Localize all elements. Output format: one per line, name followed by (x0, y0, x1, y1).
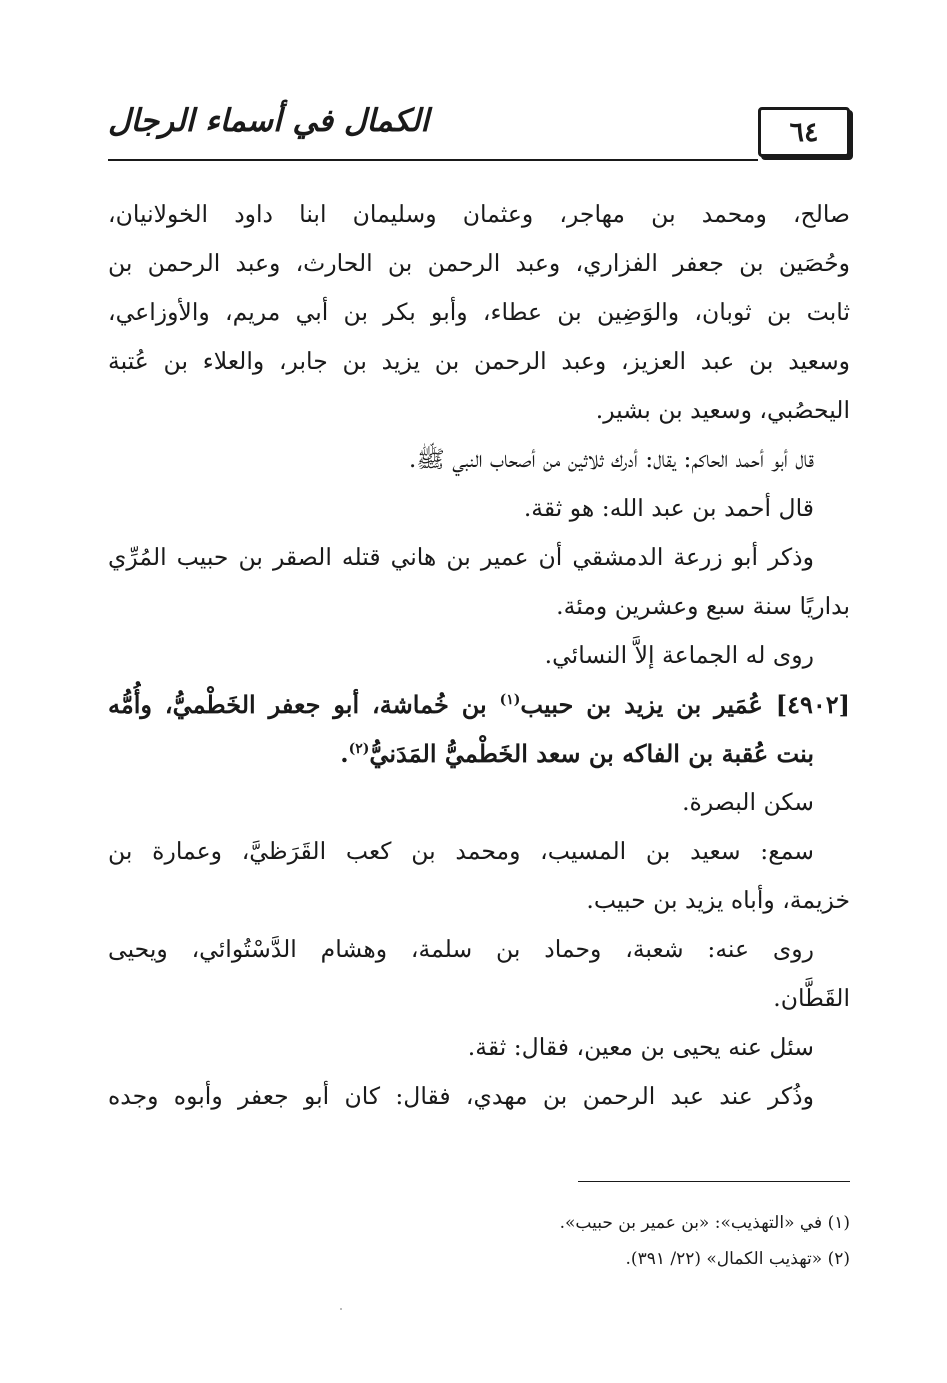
text-line: ثابت بن ثوبان، والوَضِين بن عطاء، وأبو بكر بن أبي مريم، والأوزاعي، (108, 298, 850, 326)
scan-speck (340, 1308, 342, 1310)
text-line: وسعيد بن عبد العزيز، وعبد الرحمن بن يزيد بن جابر، والعلاء بن عُتبة (108, 347, 850, 375)
text-line: اليحصُبي، وسعيد بن بشير. (595, 396, 850, 424)
footnote: (١) في «التهذيب»: «بن عمير بن حبيب». (559, 1213, 850, 1233)
entry-heading-text: بنت عُقبة بن الفاكه بن سعد الخَطْميُّ المَدَنيُّ (369, 739, 814, 768)
header-divider (108, 159, 758, 161)
footnote-ref: (٢) (348, 741, 370, 757)
text-line: خزيمة، وأباه يزيد بن حبيب. (586, 886, 850, 914)
text-line: وذُكر عند عبد الرحمن بن مهدي، فقال: كان أبو جعفر وأبوه وجده (108, 1082, 814, 1110)
text-line: روى عنه: شعبة، وحماد بن سلمة، وهشام الدَّسْتُوائي، ويحيى (108, 935, 814, 963)
text-line: وذكر أبو زرعة الدمشقي أن عمير بن هاني قتله الصقر بن حبيب المُرِّي (108, 543, 814, 571)
page-number: ٦٤ (758, 107, 850, 157)
footnotes (250, 1205, 850, 1277)
text-line: صالح، ومحمد بن مهاجر، وعثمان وسليمان ابنا داود الخولانيان، (108, 200, 850, 228)
entry-heading-text: . (340, 739, 349, 768)
text-line: القَطَّان. (773, 984, 850, 1012)
entry-heading-text: بن خُماشة، أبو جعفر الخَطْميُّ، وأُمُّه (108, 690, 500, 719)
text-line: قال أحمد بن عبد الله: هو ثقة. (523, 494, 814, 522)
text-line: سئل عنه يحيى بن معين، فقال: ثقة. (467, 1033, 814, 1061)
text-line: روى له الجماعة إلاَّ النسائي. (544, 641, 814, 669)
footnote-divider (578, 1181, 850, 1182)
entry-heading-line (108, 680, 850, 729)
text-line: سكن البصرة. (682, 788, 814, 816)
text-line: بداريًا سنة سبع وعشرين ومئة. (556, 592, 850, 620)
text-line: قال أبو أحمد الحاكم: يقال: أدرك ثلاثين من أصحاب النبي ﷺ. (408, 445, 814, 473)
text-line: سمع: سعيد بن المسيب، ومحمد بن كعب القَرَظيَّ، وعمارة بن (108, 837, 814, 865)
footnote-ref: (١) (499, 692, 521, 708)
entry-heading-text: [٤٩٠٢] عُمَير بن يزيد بن حبيب (520, 690, 850, 719)
text-line: وحُصَين بن جعفر الفزاري، وعبد الرحمن بن الحارث، وعبد الرحمن بن (108, 249, 850, 277)
entry-heading-line (108, 729, 850, 778)
page-header (108, 95, 850, 161)
page-body (108, 190, 850, 1121)
footnote: (٢) «تهذيب الكمال» (٢٢/ ٣٩١). (625, 1249, 850, 1269)
book-title: الكمال في أسماء الرجال (108, 103, 429, 139)
